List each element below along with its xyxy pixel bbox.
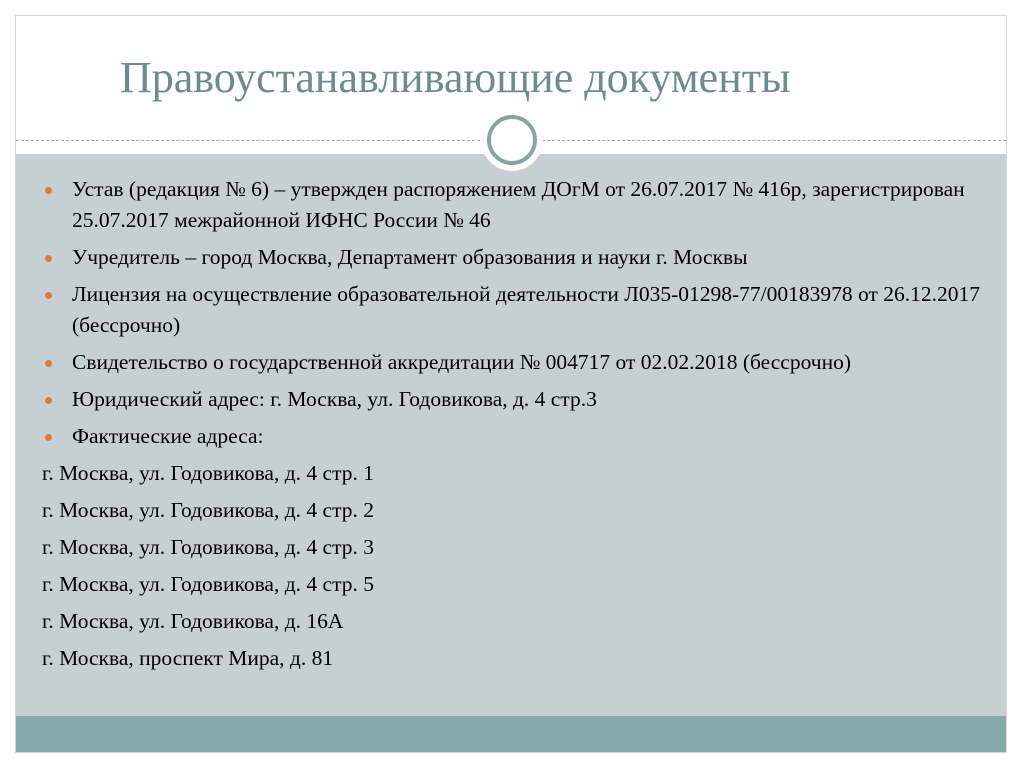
list-item	[42, 279, 982, 341]
list-item-text: Свидетельство о государственной аккредитации № 004717 от 02.02.2018 (бессрочно)	[72, 350, 852, 374]
address-line: г. Москва, ул. Годовикова, д. 4 стр. 5	[42, 572, 374, 596]
content-text	[42, 174, 982, 680]
list-item-text: Юридический адрес: г. Москва, ул. Годовикова, д. 4 стр.3	[72, 387, 597, 411]
address-line: г. Москва, ул. Годовикова, д. 4 стр. 2	[42, 498, 374, 522]
list-item	[42, 347, 982, 378]
list-item-text: Фактические адреса:	[72, 424, 264, 448]
address-line: г. Москва, ул. Годовикова, д. 16А	[42, 609, 344, 633]
bullet-icon	[45, 255, 52, 262]
divider-ring	[487, 115, 537, 165]
list-item-text: Устав (редакция № 6) – утвержден распоряжением ДОгМ от 26.07.2017 № 416р, зарегистрирован 25.07.2017 межрайонной ИФНС России № 46	[72, 177, 965, 232]
slide-title: Правоустанавливающие документы	[120, 53, 791, 102]
address-line: г. Москва, ул. Годовикова, д. 4 стр. 3	[42, 535, 374, 559]
address-line: г. Москва, проспект Мира, д. 81	[42, 646, 334, 670]
list-item	[42, 384, 982, 415]
list-item	[42, 174, 982, 236]
bullet-icon	[45, 187, 52, 194]
bullet-icon	[45, 360, 52, 367]
divider-circle-icon	[481, 109, 543, 171]
bullet-icon	[45, 397, 52, 404]
list-item	[42, 242, 982, 273]
bullet-icon	[45, 292, 52, 299]
address-line: г. Москва, ул. Годовикова, д. 4 стр. 1	[42, 461, 374, 485]
list-item	[42, 421, 982, 452]
list-item-text: Лицензия на осуществление образовательной деятельности Л035-01298-77/00183978 от 26.12.2017 (бессрочно)	[72, 282, 981, 337]
footer-bar	[16, 716, 1006, 752]
list-item-text: Учредитель – город Москва, Департамент образования и науки г. Москвы	[72, 245, 748, 269]
bullet-icon	[45, 434, 52, 441]
